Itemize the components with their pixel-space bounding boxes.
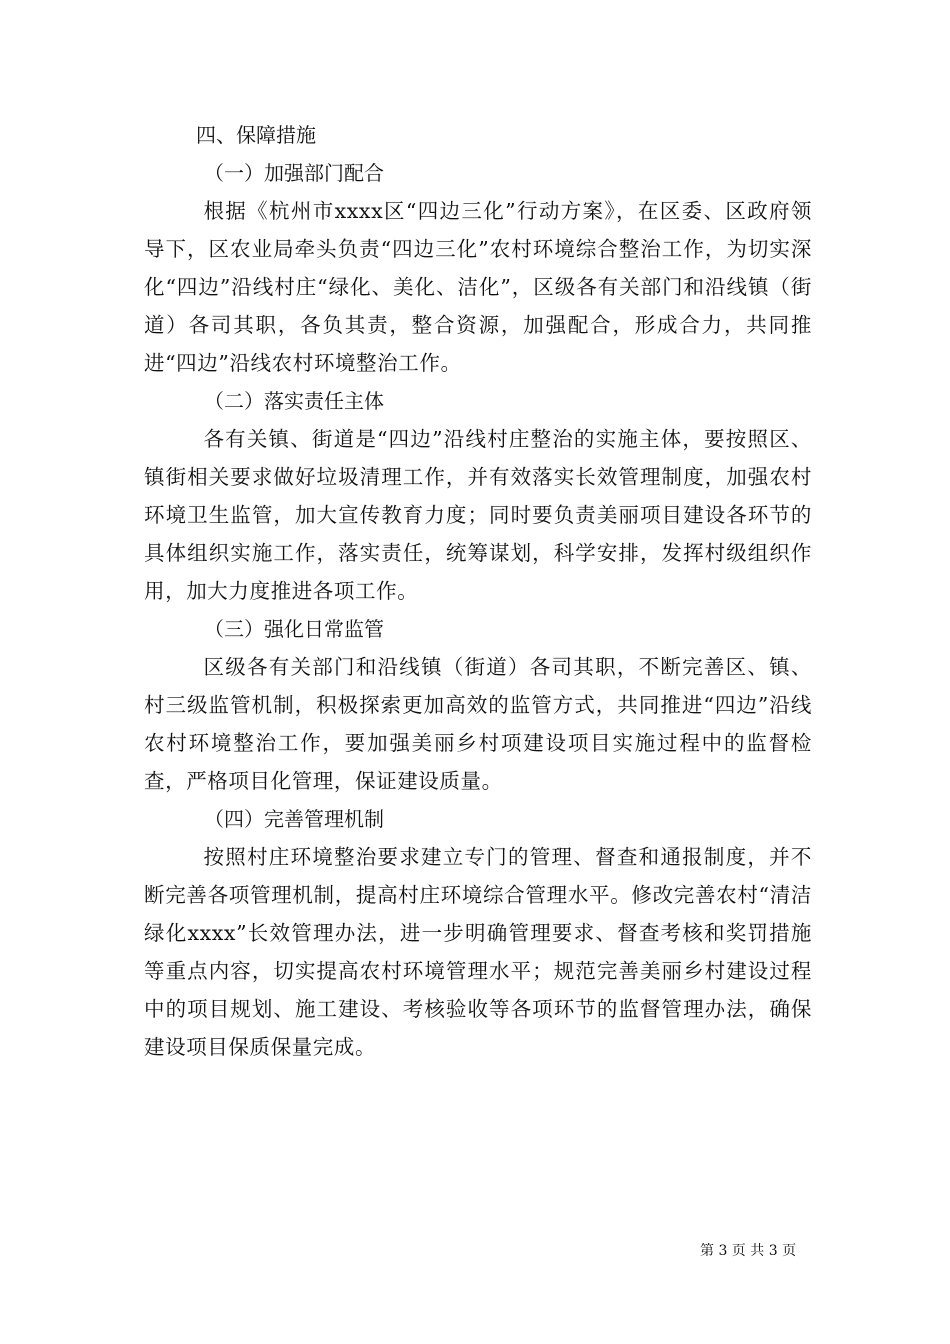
page-number-footer: 第 3 页 共 3 页: [700, 1243, 797, 1259]
subsection-paragraph-2: 各有关镇、街道是“四边”沿线村庄整治的实施主体，要按照区、镇街相关要求做好垃圾清理工作，并有效落实长效管理制度，加强农村环境卫生监管，加大宣传教育力度；同时要负责美丽项目建设各环节的具体组织实施工作，落实责任，统筹谋划，科学安排，发挥村级组织作用，加大力度推进各项工作。: [144, 427, 812, 603]
subsection-heading-1: （一）加强部门配合: [204, 161, 384, 185]
document-body: [144, 116, 812, 1066]
subsection-heading-4: （四）完善管理机制: [204, 807, 384, 831]
subsection-paragraph-4: 按照村庄环境整治要求建立专门的管理、督查和通报制度，并不断完善各项管理机制，提高村庄环境综合管理水平。修改完善农村“清洁绿化xxxx”长效管理办法，进一步明确管理要求、督查考核和奖罚措施等重点内容，切实提高农村环境管理水平；规范完善美丽乡村建设过程中的项目规划、施工建设、考核验收等各项环节的监督管理办法，确保建设项目保质保量完成。: [144, 845, 812, 1059]
subsection-paragraph-1: 根据《杭州市xxxx区“四边三化”行动方案》，在区委、区政府领导下，区农业局牵头负责“四边三化”农村环境综合整治工作，为切实深化“四边”沿线村庄“绿化、美化、洁化”，区级各有关部门和沿线镇（街道）各司其职，各负其责，整合资源，加强配合，形成合力，共同推进“四边”沿线农村环境整治工作。: [144, 199, 812, 375]
section-title: 四、保障措施: [196, 123, 316, 147]
subsection-heading-2: （二）落实责任主体: [204, 389, 384, 413]
subsection-paragraph-3: 区级各有关部门和沿线镇（街道）各司其职，不断完善区、镇、村三级监管机制，积极探索更加高效的监管方式，共同推进“四边”沿线农村环境整治工作，要加强美丽乡村项建设项目实施过程中的监督检查，严格项目化管理，保证建设质量。: [144, 655, 812, 793]
subsection-heading-3: （三）强化日常监管: [204, 617, 384, 641]
